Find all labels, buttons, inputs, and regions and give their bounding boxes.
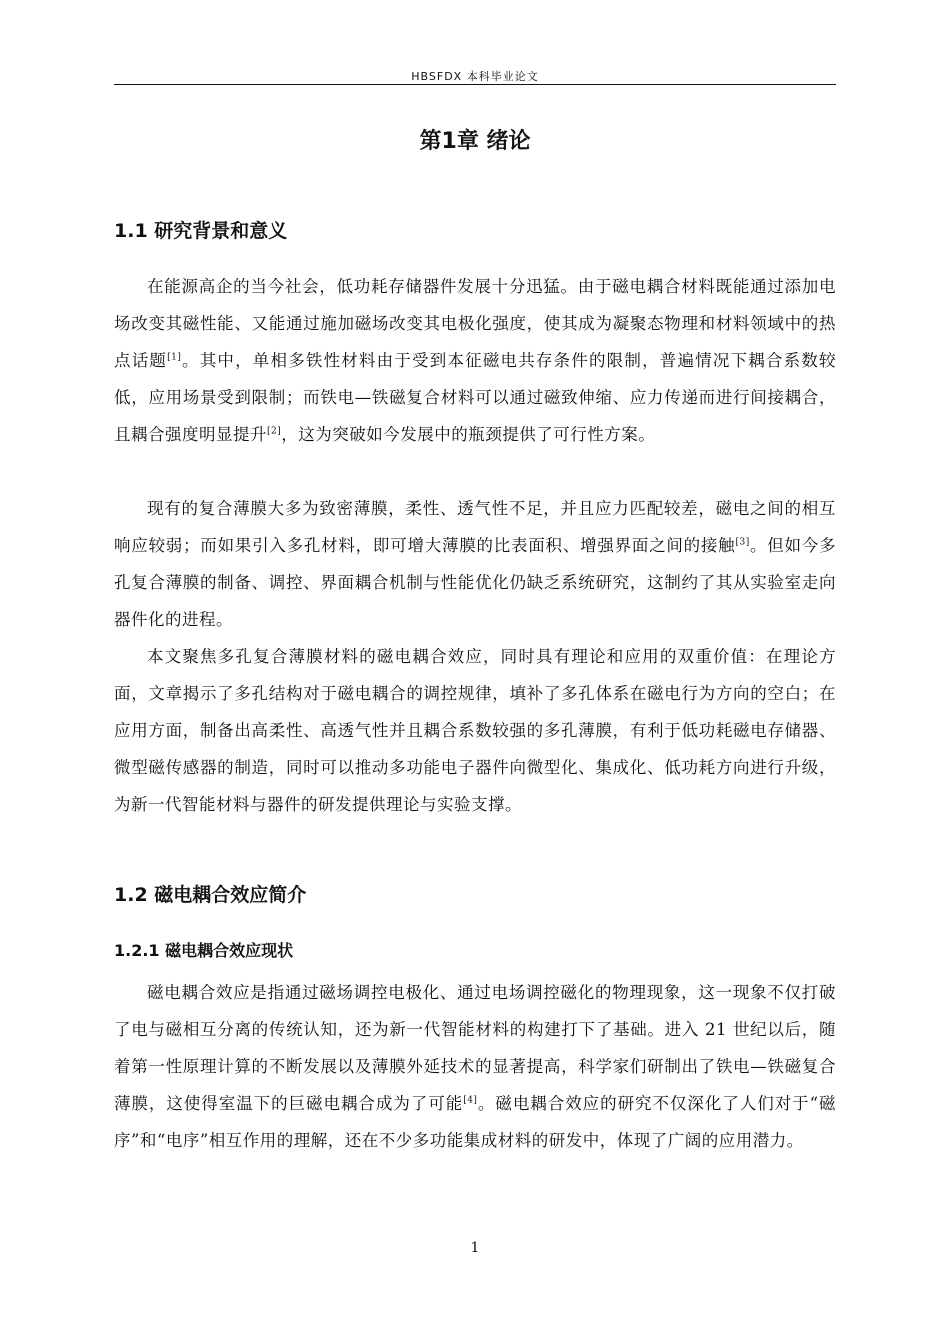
paragraph-text: 在能源高企的当今社会，低功耗存储器件发展十分迅猛。由于磁电耦合材料既能通过添加电场改变其磁性能、又能通过施加磁场改变其电极化强度，使其成为凝聚态物理和材料领域中的热点话题 xyxy=(114,277,836,370)
paragraph-text: 磁电耦合效应是指通过磁场调控电极化、通过电场调控磁化的物理现象，这一现象不仅打破了电与磁相互分离的传统认知，还为新一代智能材料的构建打下了基础。进入 21 世纪以后，随着第一性原理计算的不断发展以及薄膜外延技术的显著提高，科学家们研制出了铁电—铁磁复合薄膜，这使得室温下的巨磁电耦合成为了可能 xyxy=(114,983,836,1113)
citation-ref: [1] xyxy=(167,352,182,363)
paragraph-text: 。其中，单相多铁性材料由于受到本征磁电共存条件的限制，普遍情况下耦合系数较低，应用场景受到限制；而铁电—铁磁复合材料可以通过磁致伸缩、应力传递而进行间接耦合，且耦合强度明显提升 xyxy=(114,351,837,444)
paragraph-text: 。磁电耦合效应的研究不仅深化了人们对于“磁序”和“电序”相互作用的理解，还在不少多功能集成材料的研发中，体现了广阔的应用潜力。 xyxy=(114,1094,837,1150)
section-heading-1-1: 1.1 研究背景和意义 xyxy=(114,220,288,242)
paragraph-text: 现有的复合薄膜大多为致密薄膜，柔性、透气性不足，并且应力匹配较差，磁电之间的相互响应较弱；而如果引入多孔材料，即可增大薄膜的比表面积、增强界面之间的接触 xyxy=(114,499,836,555)
page-number: 1 xyxy=(470,1240,480,1256)
paragraph-magnetoelectric-status xyxy=(114,974,836,1159)
citation-ref: [3] xyxy=(735,537,750,548)
header-divider xyxy=(114,84,836,85)
paragraph-text: 。但如今多孔复合薄膜的制备、调控、界面耦合机制与性能优化仍缺乏系统研究，这制约了其从实验室走向器件化的进程。 xyxy=(114,536,837,629)
chapter-title: 第1章 绪论 xyxy=(419,129,531,154)
paragraph-text: 本文聚焦多孔复合薄膜材料的磁电耦合效应，同时具有理论和应用的双重价值：在理论方面，文章揭示了多孔结构对于磁电耦合的调控规律，填补了多孔体系在磁电行为方向的空白；在应用方面，制备出高柔性、高透气性并且耦合系数较强的多孔薄膜，有利于低功耗磁电存储器、微型磁传感器的制造，同时可以推动多功能电子器件向微型化、集成化、低功耗方向进行升级，为新一代智能材料与器件的研发提供理论与实验支撑。 xyxy=(114,647,836,814)
subsection-heading-1-2-1: 1.2.1 磁电耦合效应现状 xyxy=(114,941,294,960)
section-heading-1-2: 1.2 磁电耦合效应简介 xyxy=(114,884,307,906)
paragraph-background-3 xyxy=(114,638,836,823)
paragraph-text: ，这为突破如今发展中的瓶颈提供了可行性方案。 xyxy=(281,425,656,444)
running-header: HBSFDX 本科毕业论文 xyxy=(411,70,539,83)
citation-ref: [2] xyxy=(267,426,282,437)
paragraph-background-1 xyxy=(114,268,836,453)
paragraph-background-2 xyxy=(114,490,836,638)
citation-ref: [4] xyxy=(463,1095,478,1106)
